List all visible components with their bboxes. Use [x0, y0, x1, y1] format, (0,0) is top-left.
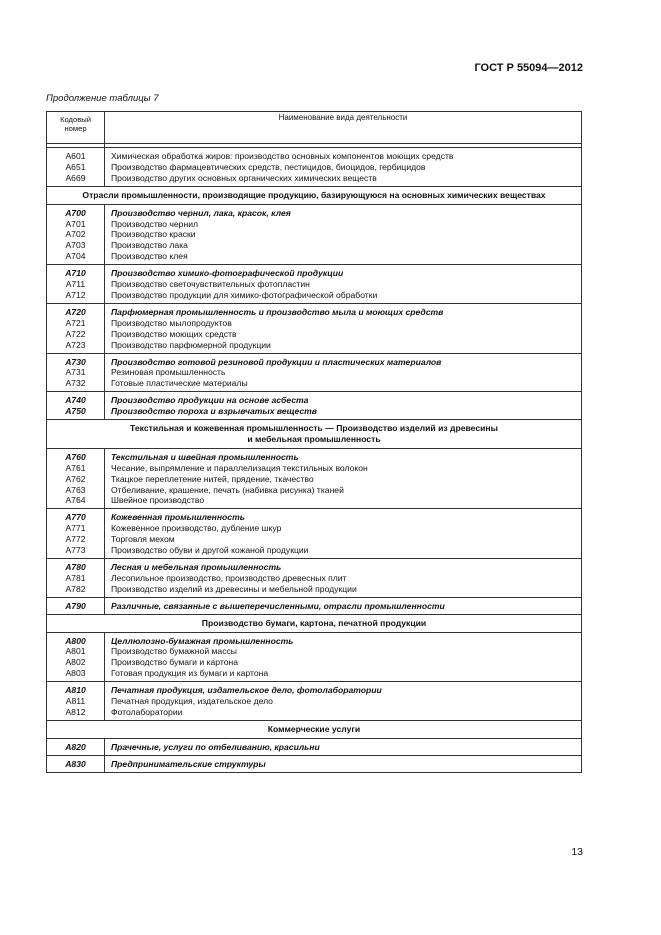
section-heading-line: Отрасли промышленности, производящие продукцию, базирующуюся на основных химических веществах [82, 189, 546, 200]
activity-cell [105, 632, 582, 682]
table-row [47, 392, 582, 420]
activity-code: A722 [65, 328, 86, 339]
activity-cell [105, 353, 582, 392]
table-row [47, 204, 582, 265]
activity-cell [105, 738, 582, 755]
table-row [47, 509, 582, 559]
code-cell [47, 597, 105, 614]
section-heading-line: Текстильная и кожевенная промышленность — Производство изделий из древесины [130, 423, 498, 434]
code-cell [47, 509, 105, 559]
activity-name: Производство моющих средств [111, 328, 237, 339]
activity-code: A701 [65, 218, 86, 229]
activity-name: Производство бумаги и картона [111, 657, 239, 668]
activity-name: Чесание, выпрямление и параллелизация текстильных волокон [111, 462, 368, 473]
code-cell [47, 392, 105, 420]
activity-name: Предпринимательские структуры [111, 758, 266, 769]
activity-cell [105, 597, 582, 614]
code-cell [47, 559, 105, 598]
section-heading-line: Производство бумаги, картона, печатной продукции [201, 617, 427, 628]
page-number: 13 [571, 846, 583, 858]
activity-code: A772 [65, 534, 86, 545]
activity-code: A721 [65, 317, 86, 328]
code-cell [47, 265, 105, 304]
activity-code: A771 [65, 523, 86, 534]
table-row [47, 148, 582, 187]
activity-name: Торговля мехом [111, 534, 175, 545]
activity-name: Химическая обработка жиров: производство основных компонентов моющих средств [111, 151, 454, 161]
activity-code: A764 [65, 495, 86, 506]
activity-name: Швейное производство [111, 495, 205, 506]
activity-name: Кожевенная промышленность [111, 512, 245, 523]
code-cell [47, 632, 105, 682]
table-row [47, 448, 582, 509]
table-row [47, 682, 582, 721]
activity-name: Производство фармацевтических средств, пестицидов, биоцидов, гербицидов [111, 161, 426, 172]
activity-name: Производство клея [111, 251, 188, 262]
activity-code: A703 [65, 240, 86, 251]
activity-code: A763 [65, 484, 86, 495]
table-row [47, 597, 582, 614]
activity-name: Отбеливание, крашение, печать (набивка рисунка) тканей [111, 484, 344, 495]
activity-code: A732 [65, 378, 86, 389]
activity-cell [105, 148, 582, 187]
activity-name: Лесопильное производство, производство древесных плит [111, 572, 347, 583]
activity-code: A820 [65, 741, 86, 752]
section-heading-row [47, 720, 582, 738]
activity-cell [105, 559, 582, 598]
activity-code: A601 [65, 151, 86, 161]
activity-name: Производство обуви и другой кожаной продукции [111, 545, 309, 556]
code-cell [47, 738, 105, 755]
section-heading-line: и мебельная промышленность [247, 433, 381, 444]
code-cell [47, 204, 105, 265]
activity-code: A770 [65, 512, 86, 523]
activity-code: A802 [65, 657, 86, 668]
code-cell [47, 303, 105, 353]
activity-code: A731 [65, 367, 86, 378]
activity-code: A720 [65, 306, 86, 317]
activity-name: Кожевенное производство, дубление шкур [111, 523, 282, 534]
section-heading-row [47, 186, 582, 204]
activity-name: Прачечные, услуги по отбеливанию, красильни [111, 741, 320, 752]
section-heading [47, 186, 582, 204]
activity-code: A730 [65, 356, 86, 367]
activity-name: Лесная и мебельная промышленность [111, 562, 282, 572]
section-heading [47, 720, 582, 738]
activity-code: A760 [65, 451, 86, 462]
table-header-row [47, 112, 582, 144]
table-row [47, 738, 582, 755]
column-header-code: Кодовый номер [47, 112, 105, 144]
activity-name: Производство химико-фотографической продукции [111, 268, 344, 279]
section-heading [47, 614, 582, 632]
activity-cell [105, 265, 582, 304]
activity-name: Парфюмерная промышленность и производство мыла и моющих средств [111, 306, 444, 317]
table-continuation-caption: Продолжение таблицы 7 [46, 93, 159, 104]
standard-designation: ГОСТ Р 55094—2012 [474, 62, 583, 74]
activity-code: A790 [65, 600, 86, 611]
activity-name: Готовые пластические материалы [111, 378, 248, 389]
activity-name: Производство светочувствительных фотопластин [111, 279, 310, 290]
table-row [47, 632, 582, 682]
activity-name: Производство изделий из древесины и мебельной продукции [111, 583, 357, 594]
activity-name: Производство пороха и взрывчатых веществ [111, 406, 317, 417]
activity-cell [105, 682, 582, 721]
activity-code: A712 [65, 289, 86, 300]
activity-code: A669 [65, 172, 86, 183]
code-cell [47, 755, 105, 772]
activity-name: Различные, связанные с вышеперечисленными, отрасли промышленности [111, 600, 445, 611]
activity-name: Производство бумажной массы [111, 646, 237, 657]
activity-code: A781 [65, 572, 86, 583]
section-heading-row [47, 614, 582, 632]
activity-cell [105, 448, 582, 509]
activity-code: A810 [65, 685, 86, 696]
activity-code: A773 [65, 545, 86, 556]
activity-name: Печатная продукция, издательское дело [111, 696, 273, 707]
activity-name: Ткацкое переплетение нитей, прядение, ткачество [111, 473, 314, 484]
code-cell [47, 353, 105, 392]
section-heading [47, 420, 582, 449]
activity-code: A710 [65, 268, 86, 279]
section-heading-line: Коммерческие услуги [267, 723, 361, 734]
activity-code: A700 [65, 207, 86, 218]
activity-name: Производство парфюмерной продукции [111, 339, 271, 350]
table-row [47, 755, 582, 772]
activity-code: A704 [65, 251, 86, 262]
table-row [47, 265, 582, 304]
activity-code: A803 [65, 668, 86, 679]
activity-code: A780 [65, 562, 86, 572]
activity-code: A723 [65, 339, 86, 350]
table-row [47, 303, 582, 353]
code-cell [47, 682, 105, 721]
activity-code: A761 [65, 462, 86, 473]
activity-code: A651 [65, 161, 86, 172]
activity-code: A750 [65, 406, 86, 417]
activity-name: Производство лака [111, 240, 188, 251]
activity-name: Производство продукции на основе асбеста [111, 395, 309, 406]
code-cell [47, 148, 105, 187]
table-body [47, 148, 582, 773]
activity-code: A801 [65, 646, 86, 657]
activity-code: A711 [65, 279, 86, 290]
column-header-name: Наименование вида деятельности [105, 112, 582, 144]
activity-name: Производство чернил [111, 218, 199, 229]
activity-code: A812 [65, 706, 86, 717]
activity-cell [105, 755, 582, 772]
table-row [47, 559, 582, 598]
section-heading-row [47, 420, 582, 449]
activity-code: A762 [65, 473, 86, 484]
code-cell [47, 448, 105, 509]
activity-name: Целлюлозно-бумажная промышленность [111, 635, 294, 646]
activity-name: Фотолаборатории [111, 706, 183, 717]
activity-name: Производство краски [111, 229, 196, 240]
activity-name: Производство мылопродуктов [111, 317, 232, 328]
activity-code: A740 [65, 395, 86, 406]
activity-code: A811 [65, 696, 86, 707]
table-row [47, 353, 582, 392]
activity-cell [105, 204, 582, 265]
activity-name: Текстильная и швейная промышленность [111, 451, 299, 462]
activity-code: A830 [65, 758, 86, 769]
activity-name: Производство других основных органических химических веществ [111, 172, 377, 183]
activity-code-table [46, 111, 582, 773]
activity-code: A702 [65, 229, 86, 240]
activity-code: A782 [65, 583, 86, 594]
activity-cell [105, 392, 582, 420]
activity-name: Резиновая промышленность [111, 367, 226, 378]
activity-name: Производство чернил, лака, красок, клея [111, 207, 291, 218]
activity-name: Печатная продукция, издательское дело, фотолаборатории [111, 685, 382, 696]
activity-name: Производство продукции для химико-фотографической обработки [111, 289, 378, 300]
activity-cell [105, 509, 582, 559]
activity-name: Производство готовой резиновой продукции и пластических материалов [111, 356, 442, 367]
activity-name: Готовая продукция из бумаги и картона [111, 668, 269, 679]
activity-code: A800 [65, 635, 86, 646]
activity-cell [105, 303, 582, 353]
